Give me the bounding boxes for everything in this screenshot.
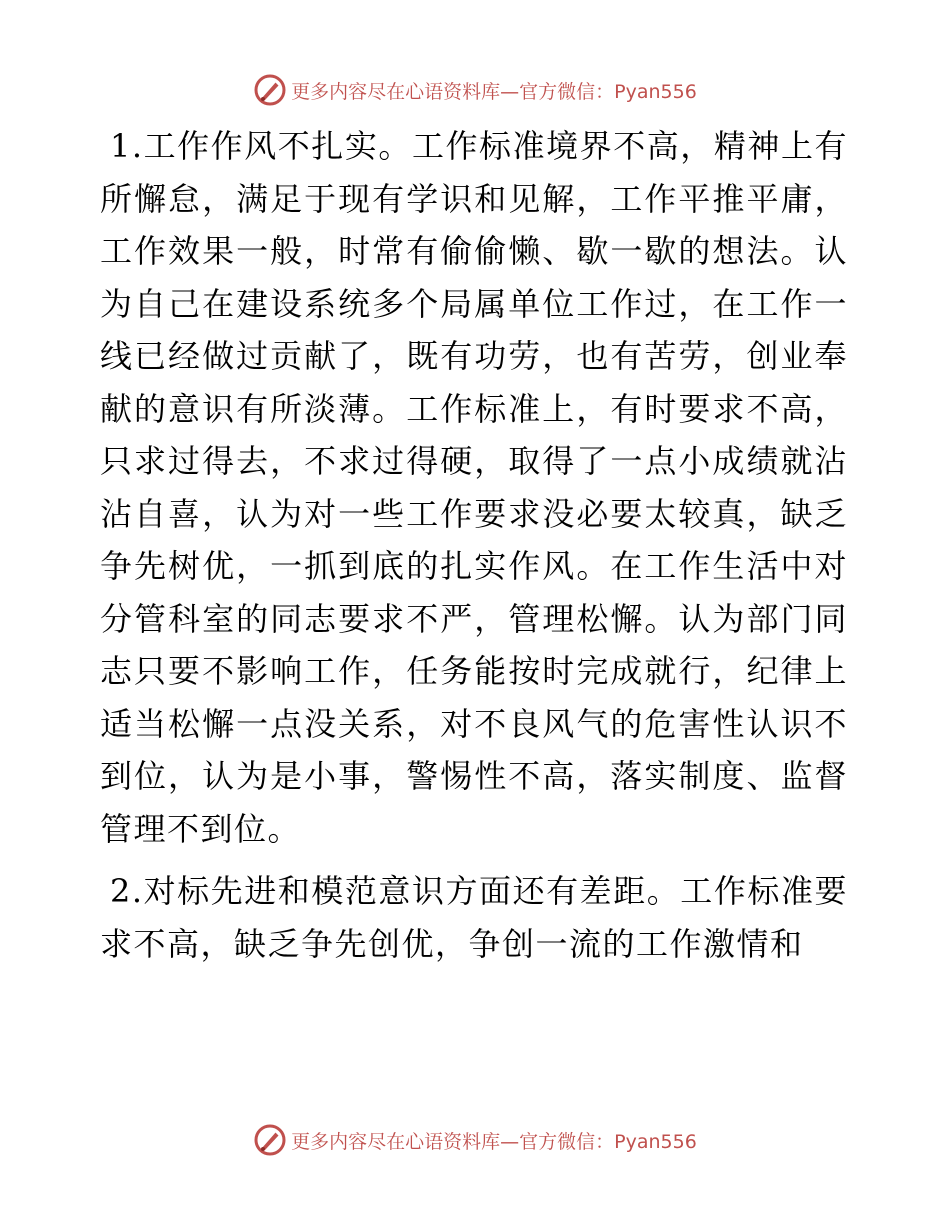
paragraph-1-number: 1.	[110, 127, 144, 165]
paragraph-1	[100, 120, 848, 855]
paragraph-2-text: 对标先进和模范意识方面还有差距。工作标准要求不高，缺乏争先创优，争创一流的工作激情和	[100, 872, 848, 963]
footer-banner	[0, 1120, 950, 1160]
footer-banner-text: 更多内容尽在心语资料库—官方微信：Pyan556	[291, 1130, 697, 1153]
header-banner	[0, 70, 950, 110]
quill-logo-icon	[253, 73, 287, 107]
paragraph-2-number: 2.	[110, 872, 144, 910]
quill-logo-icon	[253, 1123, 287, 1157]
document-body	[100, 120, 848, 970]
header-banner-text: 更多内容尽在心语资料库—官方微信：Pyan556	[291, 80, 697, 103]
paragraph-2	[100, 865, 848, 970]
paragraph-1-text: 工作作风不扎实。工作标准境界不高，精神上有所懈怠，满足于现有学识和见解，工作平推平庸，工作效果一般，时常有偷偷懒、歇一歇的想法。认为自己在建设系统多个局属单位工作过，在工作一线已经做过贡献了，既有功劳，也有苦劳，创业奉献的意识有所淡薄。工作标准上，有时要求不高，只求过得去，不求过得硬，取得了一点小成绩就沾沾自喜，认为对一些工作要求没必要太较真，缺乏争先树优，一抓到底的扎实作风。在工作生活中对分管科室的同志要求不严，管理松懈。认为部门同志只要不影响工作，任务能按时完成就行，纪律上适当松懈一点没关系，对不良风气的危害性认识不到位，认为是小事，警惕性不高，落实制度、监督管理不到位。	[100, 127, 848, 848]
